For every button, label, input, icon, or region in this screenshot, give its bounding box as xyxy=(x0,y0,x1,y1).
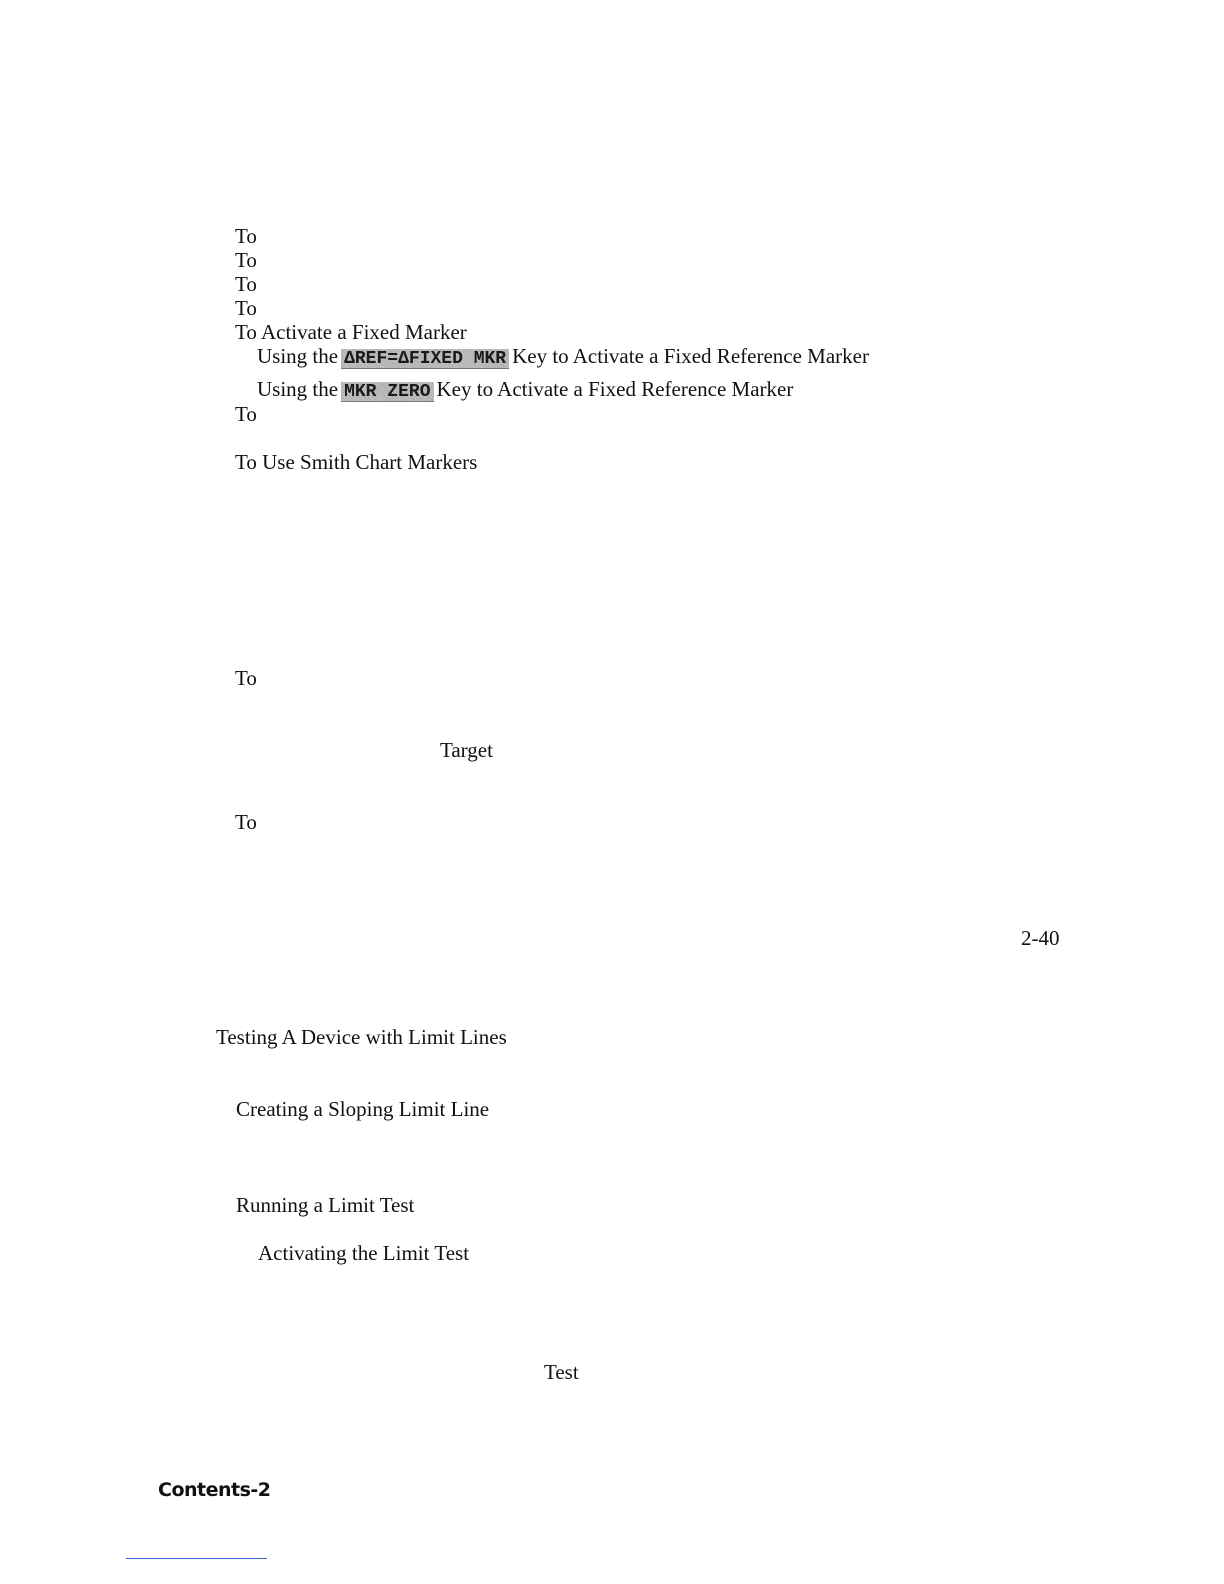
toc-entry-using-mkr-zero-key xyxy=(257,379,793,402)
toc-entry-to-7: To xyxy=(235,810,257,834)
page-footer-label: Contents-2 xyxy=(158,1479,271,1501)
softkey-delta-ref-fixed-mkr: ΔREF=ΔFIXED MKR xyxy=(341,349,509,369)
entry-prefix: Using the xyxy=(257,377,339,401)
toc-section-limit-lines: Testing A Device with Limit Lines xyxy=(216,1025,507,1049)
footer-rule xyxy=(126,1558,267,1559)
toc-entry-to-4: To xyxy=(235,296,257,320)
toc-entry-using-fixed-mkr-key xyxy=(257,346,869,369)
entry-suffix: Key to Activate a Fixed Reference Marker xyxy=(436,377,794,401)
toc-entry-to-6: To xyxy=(235,666,257,690)
softkey-mkr-zero: MKR ZERO xyxy=(341,382,433,402)
page-number: 2-40 xyxy=(1021,926,1060,950)
toc-entry-smith-chart-markers: To Use Smith Chart Markers xyxy=(235,450,478,474)
toc-entry-to-2: To xyxy=(235,248,257,272)
entry-prefix: Using the xyxy=(257,344,339,368)
toc-entry-target: Target xyxy=(440,738,493,762)
toc-entry-to-3: To xyxy=(235,272,257,296)
toc-entry-activate-fixed-marker: To Activate a Fixed Marker xyxy=(235,320,467,344)
toc-entry-activating-limit-test: Activating the Limit Test xyxy=(258,1241,470,1265)
toc-entry-test: Test xyxy=(544,1360,579,1384)
toc-entry-to-1: To xyxy=(235,224,257,248)
toc-entry-to-5: To xyxy=(235,402,257,426)
toc-entry-sloping-limit-line: Creating a Sloping Limit Line xyxy=(236,1097,490,1121)
toc-entry-running-limit-test: Running a Limit Test xyxy=(236,1193,415,1217)
entry-suffix: Key to Activate a Fixed Reference Marker xyxy=(512,344,869,368)
